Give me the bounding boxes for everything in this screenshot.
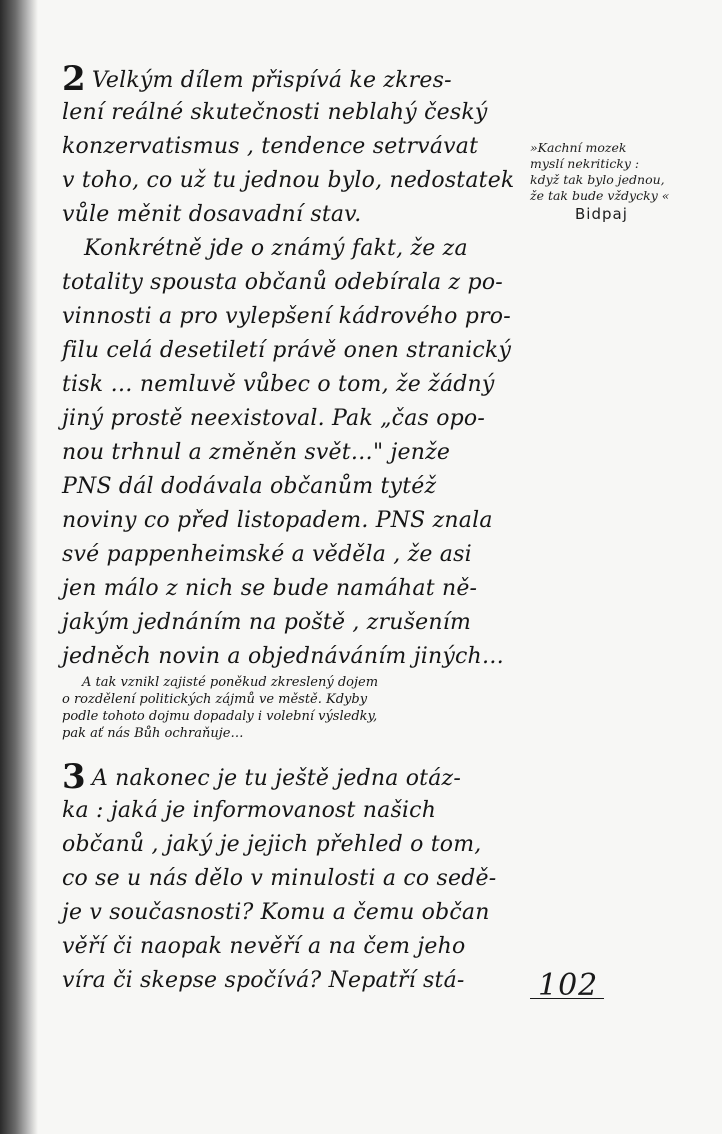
paragraph-line: jakým jednáním na poště , zrušením — [62, 610, 472, 635]
section-gap — [62, 742, 514, 760]
section-3-line: víra či skepse spočívá? Nepatří stá- — [62, 968, 465, 993]
small-note-line: A tak vznikl zajisté poněkud zkreslený dojem — [82, 675, 379, 690]
paragraph-line: PNS dál dodávala občanům tytéž — [62, 474, 437, 499]
paragraph-line: tisk … nemluvě vůbec o tom, že žádný — [62, 372, 495, 397]
paragraph-line: své pappenheimské a věděla , že asi — [62, 542, 472, 567]
page-number: 102 — [538, 968, 599, 1003]
section-2-line: konzervatismus , tendence setrvávat — [62, 134, 479, 159]
section-2-line: v toho, co už tu jednou bylo, nedostatek — [62, 168, 515, 193]
section-3-line: 3 A nakonec je tu ještě jedna otáz- — [62, 757, 461, 797]
handwritten-body — [62, 59, 515, 998]
section-2-line: 2 Velkým dílem přispívá ke zkres- — [62, 59, 452, 99]
paragraph-line: nou trhnul a změněn svět…" jenže — [62, 440, 451, 465]
section-2-line: lení reálné skutečnosti neblahý český — [62, 100, 488, 125]
section-2-number: 2 — [62, 59, 86, 99]
section-3-line: občanů , jaký je jejich přehled o tom, — [62, 832, 482, 857]
section-3-line: ka : jaká je informovanost našich — [62, 798, 437, 823]
paragraph-line: vinnosti a pro vylepšení kádrového pro- — [62, 304, 511, 329]
paragraph-line: jedněch novin a objednáváním jiných… — [62, 644, 505, 669]
section-3-line: věří či naopak nevěří a na čem jeho — [62, 934, 466, 959]
margin-quote-line: když tak bylo jednou, — [530, 172, 665, 187]
paragraph-line: Konkrétně jde o známý fakt, že za — [84, 236, 468, 261]
paragraph-line: noviny co před listopadem. PNS znala — [62, 508, 493, 533]
paragraph-line: filu celá desetiletí právě onen stranický — [62, 338, 512, 363]
section-2-line: vůle měnit dosavadní stav. — [62, 202, 362, 227]
section-3-number: 3 — [62, 757, 86, 797]
small-note-line: podle tohoto dojmu dopadaly i volební výsledky, — [62, 709, 378, 724]
margin-quote-line: »Kachní mozek — [530, 140, 627, 155]
margin-quote-line: že tak bude vždycky « — [530, 188, 670, 203]
paragraph-line: totality spousta občanů odebírala z po- — [62, 270, 503, 295]
margin-quote-line: myslí nekriticky : — [530, 156, 640, 171]
margin-quote-author: Bidpaj — [575, 205, 628, 223]
margin-quote — [530, 140, 710, 222]
paragraph-line: jen málo z nich se bude namáhat ně- — [62, 576, 478, 601]
small-note-line: pak ať nás Bůh ochraňuje… — [62, 726, 244, 741]
paragraph-line: jiný prostě neexistoval. Pak „čas opo- — [62, 406, 486, 431]
small-note-line: o rozdělení politických zájmů ve městě. Kdyby — [62, 692, 368, 707]
section-3-line: co se u nás dělo v minulosti a co sedě- — [62, 866, 497, 891]
section-3-line: je v současnosti? Komu a čemu občan — [62, 900, 490, 925]
